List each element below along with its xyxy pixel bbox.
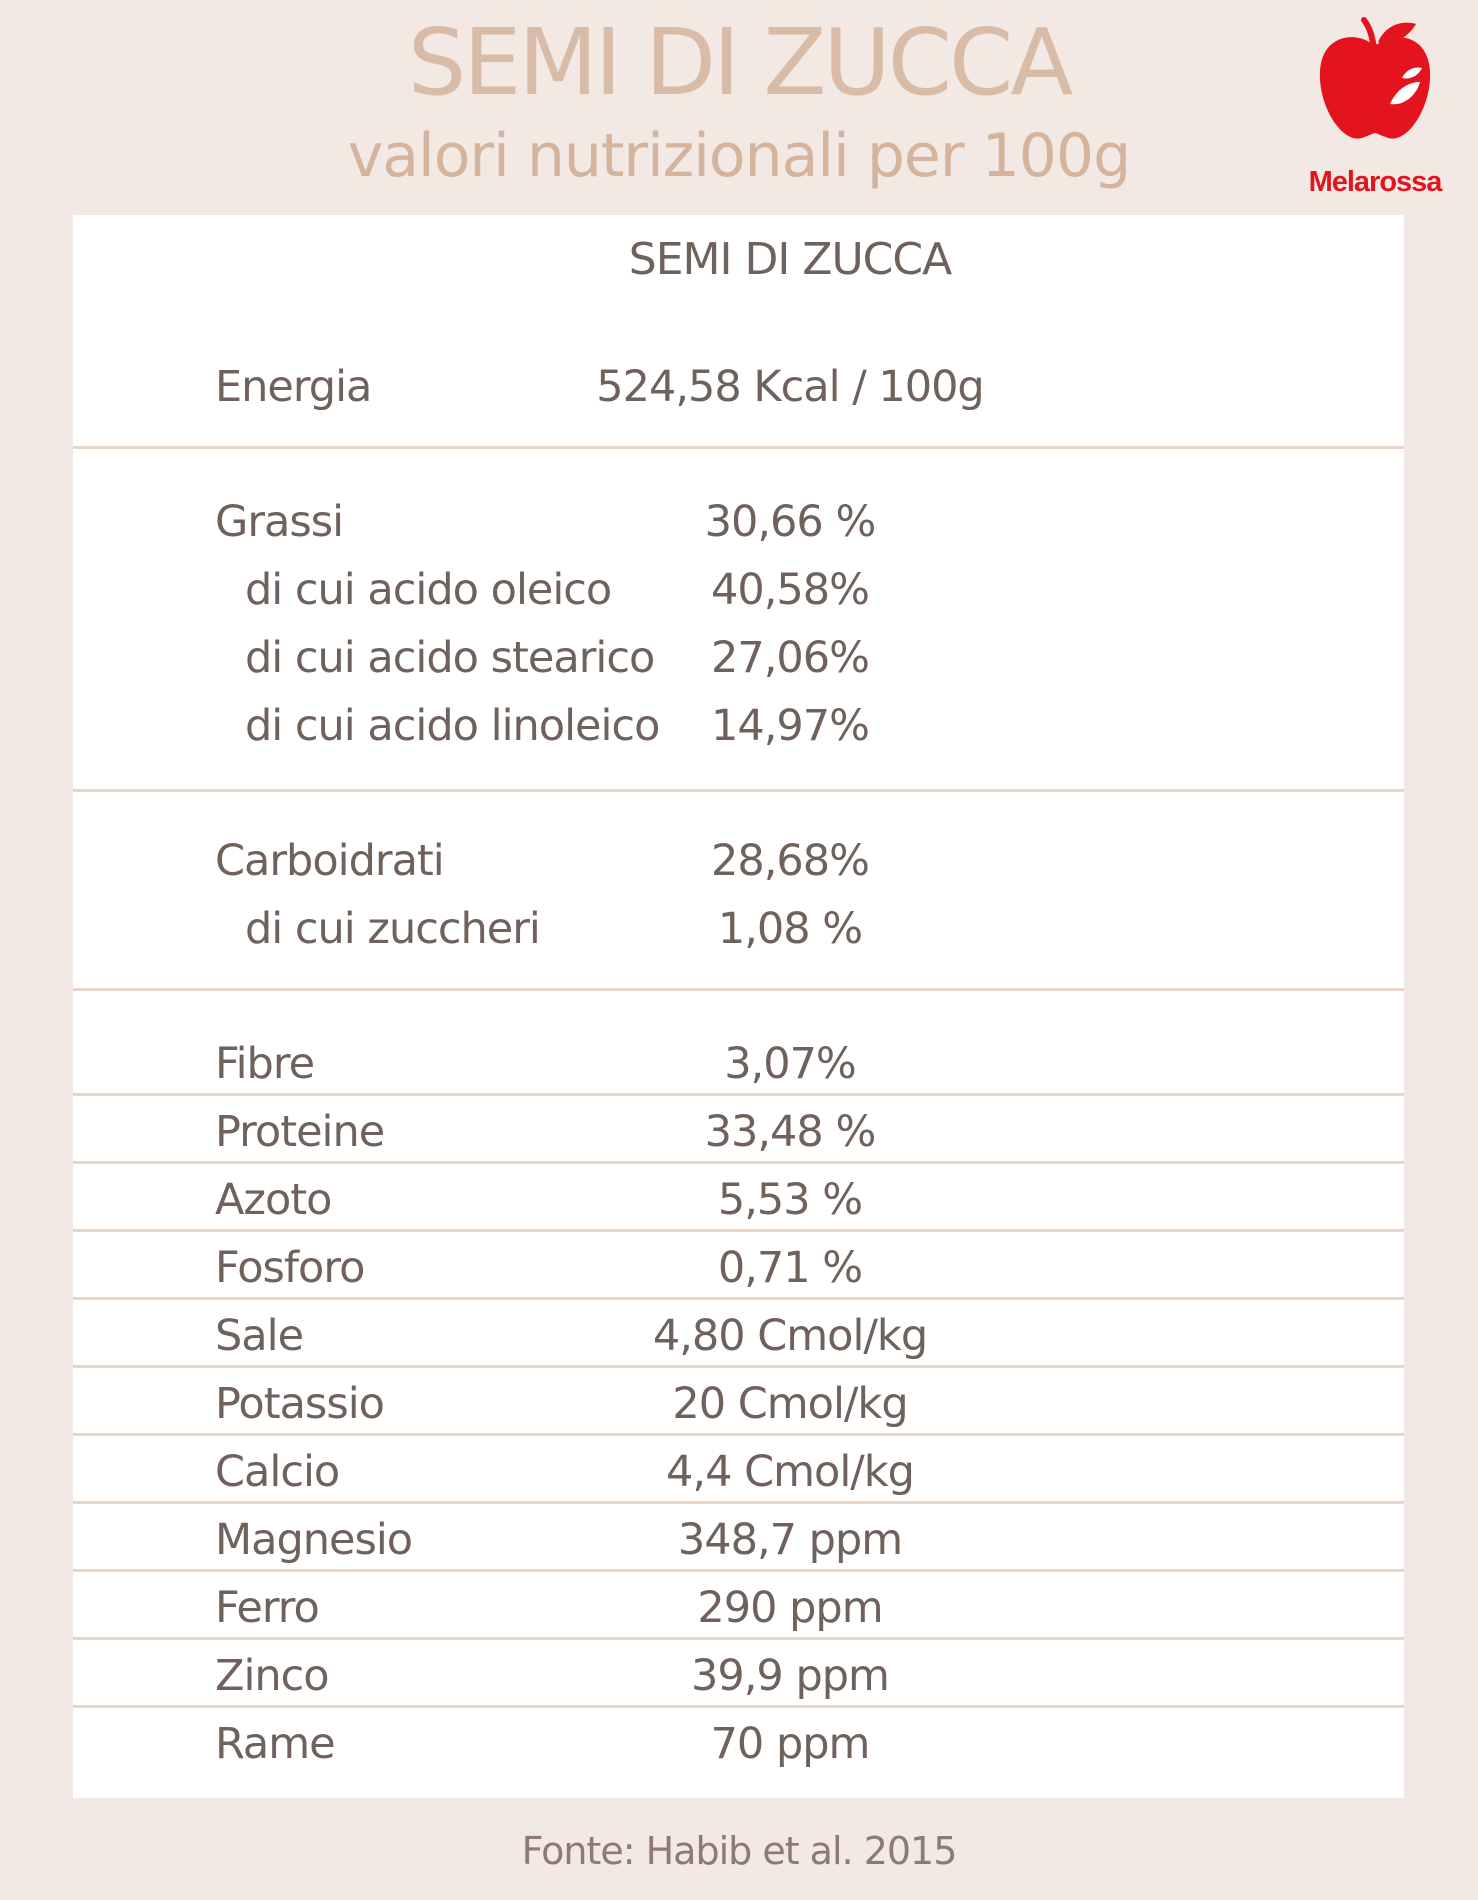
table-row [73,1098,1404,1166]
divider [73,1637,1404,1640]
divider [73,988,1404,991]
row-value: 1,08 % [717,904,863,954]
table-row [73,1234,1404,1302]
table-row [73,1710,1404,1778]
row-value: 40,58% [711,565,869,615]
row-value: 28,68% [711,836,869,886]
row-label: Fosforo [215,1243,365,1293]
table-row [73,353,1404,421]
row-label: Azoto [215,1175,332,1225]
divider [73,1229,1404,1232]
divider [73,1433,1404,1436]
table-row [73,692,1404,760]
table-row [73,624,1404,692]
divider [73,1705,1404,1708]
row-value: 348,7 ppm [677,1515,903,1565]
table-row [73,1506,1404,1574]
row-value: 20 Cmol/kg [672,1379,908,1429]
row-label: Grassi [215,497,344,547]
row-value: 33,48 % [704,1107,876,1157]
row-value: 27,06% [711,633,869,683]
row-label: di cui acido oleico [245,565,612,615]
row-label: Potassio [215,1379,384,1429]
row-value: 70 ppm [710,1719,870,1769]
table-row [73,1166,1404,1234]
row-value: 4,80 Cmol/kg [652,1311,928,1361]
row-label: Fibre [215,1039,315,1089]
row-label: Calcio [215,1447,340,1497]
table-row [73,488,1404,556]
table-row [73,895,1404,963]
row-label: Proteine [215,1107,385,1157]
row-label: di cui acido stearico [245,633,655,683]
row-value: 30,66 % [704,497,876,547]
table-row [73,1370,1404,1438]
apple-icon [1312,16,1438,146]
row-value: 39,9 ppm [691,1651,889,1701]
row-value: 0,71 % [717,1243,863,1293]
row-label: di cui zuccheri [245,904,540,954]
source-note: Fonte: Habib et al. 2015 [521,1829,957,1873]
divider [73,789,1404,792]
table-row [73,1642,1404,1710]
divider [73,1297,1404,1300]
brand-logo [1290,16,1460,198]
table-row [73,1438,1404,1506]
row-value: 14,97% [711,701,869,751]
row-value: 5,53 % [717,1175,863,1225]
row-value: 3,07% [724,1039,856,1089]
brand-name: Melarossa [1308,166,1442,198]
row-label: Sale [215,1311,304,1361]
table-row [73,827,1404,895]
page-subtitle: valori nutrizionali per 100g [347,121,1131,191]
column-header: SEMI DI ZUCCA [628,234,952,285]
divider [73,1501,1404,1504]
row-label: Carboidrati [215,836,444,886]
table-row [73,1030,1404,1098]
table-row [73,1302,1404,1370]
row-label: Rame [215,1719,335,1769]
divider [73,446,1404,449]
row-label: Energia [215,362,372,412]
row-label: Ferro [215,1583,319,1633]
row-value: 524,58 Kcal / 100g [596,362,984,412]
page-title: SEMI DI ZUCCA [407,9,1071,116]
divider [73,1093,1404,1096]
row-label: di cui acido linoleico [245,701,660,751]
divider [73,1365,1404,1368]
row-value: 290 ppm [697,1583,883,1633]
table-row [73,556,1404,624]
table-row [73,1574,1404,1642]
row-label: Magnesio [215,1515,413,1565]
row-value: 4,4 Cmol/kg [666,1447,914,1497]
nutrition-table [73,215,1404,1798]
divider [73,1161,1404,1164]
row-label: Zinco [215,1651,329,1701]
divider [73,1569,1404,1572]
